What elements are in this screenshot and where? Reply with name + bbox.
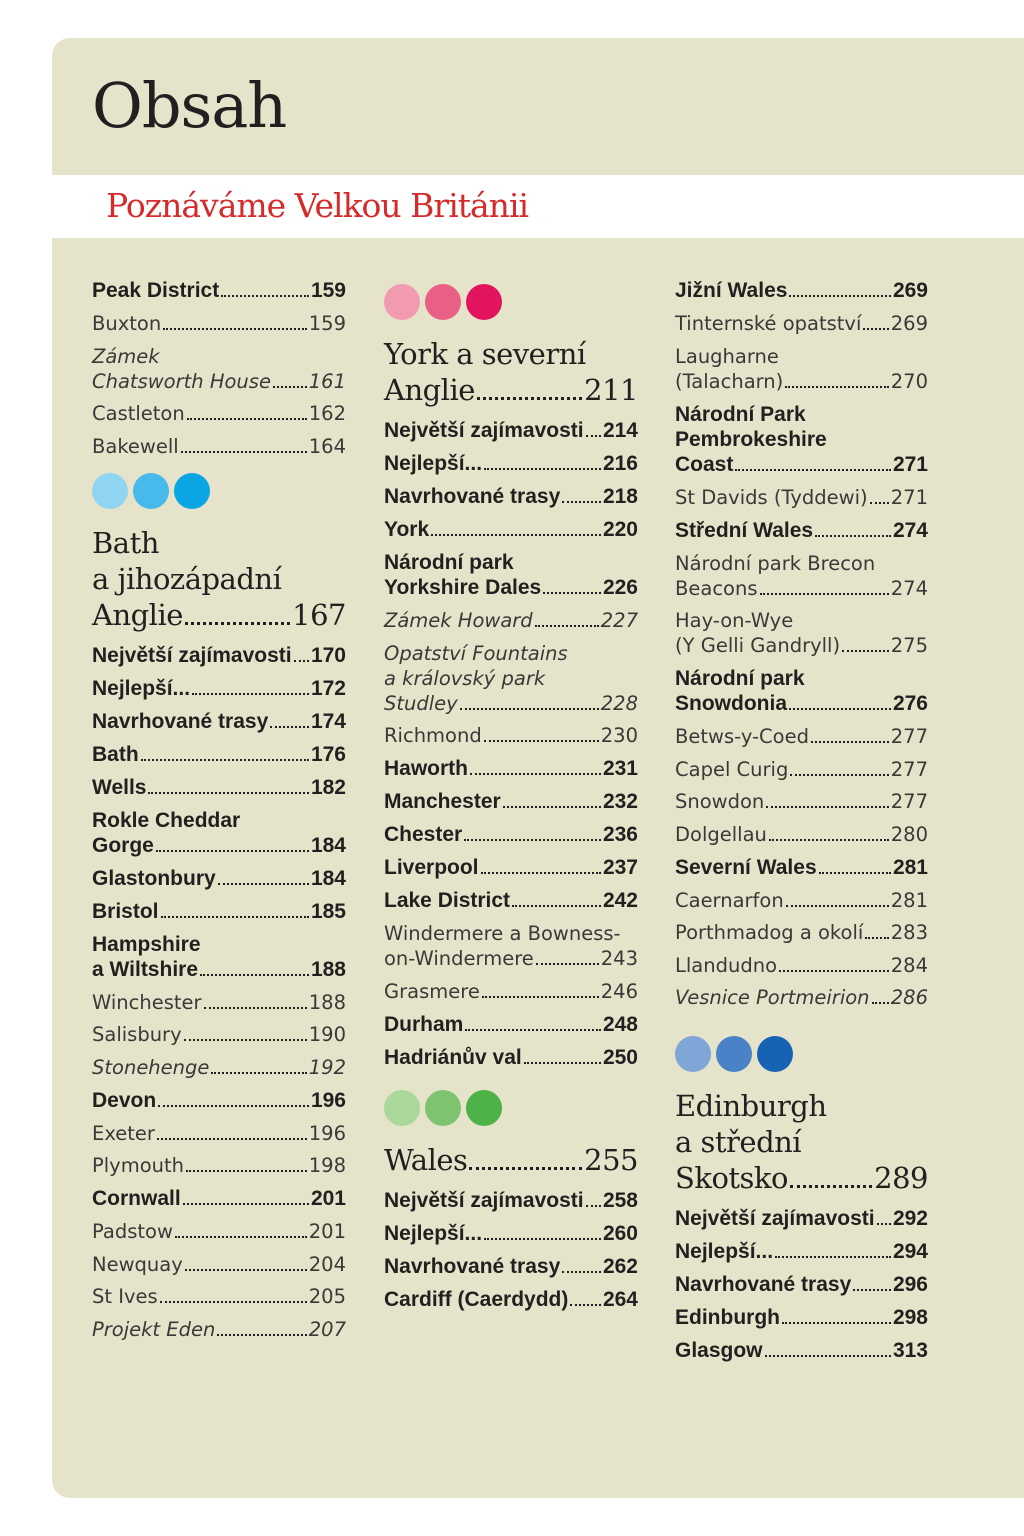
toc-entry-line: Národní park Brecon <box>675 551 876 575</box>
toc-entry[interactable]: Buxton 159 <box>92 312 346 335</box>
section-heading[interactable]: Anglie 167 <box>92 597 346 632</box>
section-marker-dots <box>675 1036 928 1072</box>
toc-entry[interactable]: Salisbury 190 <box>92 1023 346 1046</box>
toc-entry[interactable]: Chester 236 <box>384 823 638 846</box>
marker-dot <box>675 1036 711 1072</box>
toc-entry-line: Národní Park <box>675 402 806 426</box>
toc-entry-line: a královský park <box>384 666 546 690</box>
toc-entry[interactable]: Jižní Wales 269 <box>675 279 928 302</box>
section-heading-line: a jihozápadní <box>92 561 282 596</box>
section-heading-line: Edinburgh <box>675 1089 827 1123</box>
toc-entry[interactable]: Bath 176 <box>92 742 346 766</box>
toc-entry[interactable]: Cornwall 201 <box>92 1187 346 1210</box>
section-marker-dots <box>92 473 346 509</box>
toc-entry[interactable]: Wells 182 <box>92 775 346 799</box>
toc-entry[interactable]: Snowdonia 276 <box>675 692 928 715</box>
marker-dot <box>466 1090 502 1126</box>
toc-entry[interactable]: Padstow 201 <box>92 1220 346 1243</box>
toc-entry[interactable]: Největší zajímavosti 292 <box>675 1207 928 1230</box>
toc-entry[interactable]: Bakewell 164 <box>92 434 346 458</box>
toc-entry[interactable]: Peak District 159 <box>92 279 346 302</box>
section-marker-dots <box>384 1090 638 1126</box>
marker-dot <box>384 284 420 320</box>
toc-entry[interactable]: Beacons 274 <box>675 576 928 600</box>
marker-dot <box>133 473 169 509</box>
toc-entry[interactable]: Nejlepší... 216 <box>384 452 638 475</box>
section-marker-dots <box>384 284 638 320</box>
toc-entry[interactable]: Nejlepší... 294 <box>675 1240 928 1263</box>
toc-entry[interactable]: (Talacharn) 270 <box>675 369 928 393</box>
page-title: Obsah <box>92 69 287 142</box>
toc-entry[interactable]: Chatsworth House 161 <box>92 369 346 393</box>
toc-entry[interactable]: Winchester 188 <box>92 990 346 1014</box>
toc-entry[interactable]: Cardiff (Caerdydd) 264 <box>384 1287 638 1311</box>
toc-entry-line: Laugharne <box>675 344 779 368</box>
toc-entry[interactable]: Střední Wales 274 <box>675 518 928 542</box>
toc-entry[interactable]: Haworth 231 <box>384 757 638 780</box>
toc-entry[interactable]: Bristol 185 <box>92 899 346 923</box>
toc-entry-line: Opatství Fountains <box>384 641 568 665</box>
marker-dot <box>425 284 461 320</box>
toc-entry[interactable]: Zámek Howard 227 <box>384 609 638 632</box>
toc-entry[interactable]: Nejlepší... 260 <box>384 1221 638 1245</box>
toc-entry[interactable]: Porthmadog a okolí 283 <box>675 921 928 944</box>
marker-dot <box>425 1090 461 1126</box>
toc-entry[interactable]: Největší zajímavosti 214 <box>384 419 638 442</box>
marker-dot <box>92 473 128 509</box>
toc-column-2 <box>384 278 638 1320</box>
toc-entry[interactable]: Vesnice Portmeirion 286 <box>675 986 928 1009</box>
section-heading[interactable]: Anglie 211 <box>384 373 638 407</box>
toc-entry[interactable]: Tinternské opatství 269 <box>675 312 928 335</box>
section-heading[interactable]: Skotsko 289 <box>675 1161 928 1195</box>
toc-entry[interactable]: Projekt Eden 207 <box>92 1317 346 1341</box>
toc-entry[interactable]: Llandudno 284 <box>675 953 928 977</box>
section-heading-line: Bath <box>92 525 159 560</box>
toc-entry[interactable]: St Davids (Tyddewi) 271 <box>675 485 928 509</box>
toc-entry[interactable]: Liverpool 237 <box>384 856 638 879</box>
toc-entry[interactable]: Glasgow 313 <box>675 1339 928 1362</box>
toc-entry[interactable]: Navrhované trasy 218 <box>384 485 638 508</box>
toc-entry-line: Rokle Cheddar <box>92 808 241 832</box>
toc-entry[interactable]: Dolgellau 280 <box>675 822 928 846</box>
toc-entry-line: Windermere a Bowness- <box>384 922 621 945</box>
toc-entry[interactable]: (Y Gelli Gandryll) 275 <box>675 634 928 657</box>
toc-entry[interactable]: York 220 <box>384 518 638 541</box>
toc-entry[interactable]: Betws-y-Coed 277 <box>675 725 928 748</box>
toc-entry-line: Národní park <box>384 551 514 574</box>
toc-entry[interactable]: Nejlepší... 172 <box>92 676 346 700</box>
toc-entry[interactable]: Grasmere 246 <box>384 979 638 1003</box>
page-subtitle: Poznáváme Velkou Británii <box>106 186 529 225</box>
toc-entry[interactable]: Devon 196 <box>92 1088 346 1112</box>
toc-entry[interactable]: Glastonbury 184 <box>92 866 346 890</box>
toc-entry[interactable]: St Ives 205 <box>92 1285 346 1308</box>
marker-dot <box>174 473 210 509</box>
toc-entry[interactable]: Yorkshire Dales 226 <box>384 576 638 599</box>
toc-entry[interactable]: Hadriánův val 250 <box>384 1045 638 1069</box>
toc-entry[interactable]: Manchester 232 <box>384 790 638 813</box>
toc-entry[interactable]: Edinburgh 298 <box>675 1306 928 1329</box>
section-heading-line: York a severní <box>384 337 586 371</box>
toc-column-3 <box>675 278 928 1371</box>
marker-dot <box>384 1090 420 1126</box>
marker-dot <box>466 284 502 320</box>
toc-entry[interactable]: Coast 271 <box>675 452 928 476</box>
toc-entry[interactable]: Richmond 230 <box>384 724 638 747</box>
toc-column-1 <box>92 278 346 1349</box>
toc-entry[interactable]: Navrhované trasy 262 <box>384 1254 638 1278</box>
toc-entry[interactable]: Caernarfon 281 <box>675 888 928 912</box>
toc-entry[interactable]: Největší zajímavosti 258 <box>384 1188 638 1212</box>
toc-entry[interactable]: Capel Curig 277 <box>675 757 928 781</box>
toc-entry[interactable]: Snowdon 277 <box>675 790 928 813</box>
toc-entry-line: Pembrokeshire <box>675 427 827 451</box>
toc-entry[interactable]: Durham 248 <box>384 1012 638 1036</box>
toc-entry[interactable]: Studley 228 <box>384 691 638 715</box>
toc-entry-line: Národní park <box>675 667 805 690</box>
toc-entry[interactable]: Newquay 204 <box>92 1252 346 1276</box>
toc-entry-line: Hampshire <box>92 932 201 956</box>
toc-entry[interactable]: Exeter 196 <box>92 1121 346 1145</box>
section-heading-line: a střední <box>675 1125 802 1159</box>
toc-entry[interactable]: Lake District 242 <box>384 889 638 912</box>
toc-entry-line: Hay-on-Wye <box>675 609 794 632</box>
toc-entry[interactable]: Severní Wales 281 <box>675 855 928 879</box>
toc-entry[interactable]: Stonehenge 192 <box>92 1055 346 1079</box>
toc-entry[interactable]: a Wiltshire 188 <box>92 957 346 981</box>
toc-entry[interactable]: Castleton 162 <box>92 402 346 425</box>
toc-entry-line: Zámek <box>92 344 160 368</box>
toc-entry[interactable]: Plymouth 198 <box>92 1154 346 1177</box>
toc-entry[interactable]: Největší zajímavosti 170 <box>92 643 346 667</box>
toc-entry[interactable]: Gorge 184 <box>92 833 346 857</box>
toc-entry[interactable]: Navrhované trasy 174 <box>92 709 346 733</box>
section-heading[interactable]: Wales 255 <box>384 1142 638 1177</box>
marker-dot <box>716 1036 752 1072</box>
marker-dot <box>757 1036 793 1072</box>
toc-entry[interactable]: Navrhované trasy 296 <box>675 1273 928 1296</box>
toc-entry[interactable]: on-Windermere 243 <box>384 947 638 970</box>
